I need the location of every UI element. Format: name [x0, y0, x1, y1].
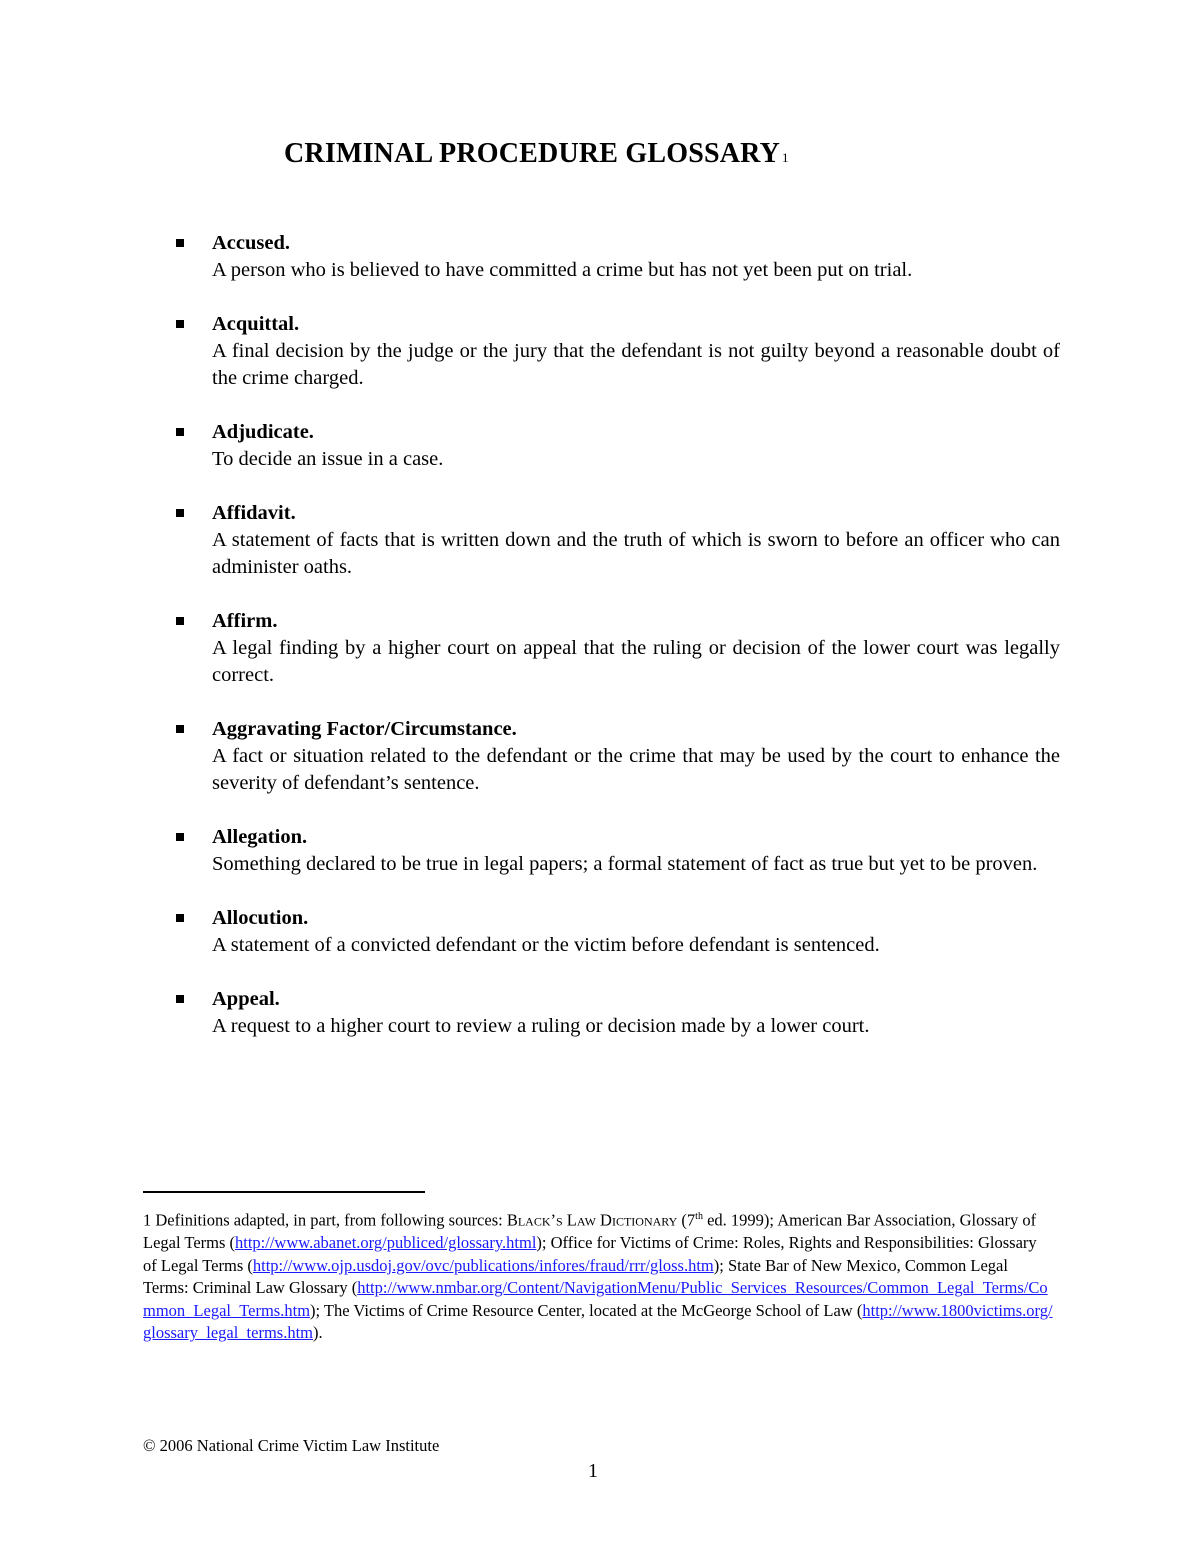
footnote-link-1800victims[interactable]: http://www.1800victims.org/glossary_legal_terms.htm	[143, 1300, 1053, 1343]
glossary-definition: A legal finding by a higher court on appeal that the ruling or decision of the lower court was legally correct.	[212, 637, 1060, 686]
square-bullet-icon	[176, 617, 184, 625]
glossary-term: Appeal.	[212, 988, 280, 1010]
glossary-entry	[176, 824, 1060, 878]
footnote-source-title: Black’s Law Dictionary	[506, 1210, 678, 1230]
glossary-entry	[176, 716, 1060, 797]
glossary-term: Acquittal.	[212, 313, 300, 335]
glossary-definition: A fact or situation related to the defendant or the crime that may be used by the court to enhance the severity of defendant’s sentence.	[212, 745, 1060, 794]
square-bullet-icon	[176, 833, 184, 841]
glossary-definition: A statement of facts that is written down and the truth of which is sworn to before an officer who can administer oaths.	[212, 529, 1060, 578]
glossary-term: Accused.	[212, 232, 291, 254]
footnote-superscript: th	[695, 1211, 703, 1222]
footnote-text: ed. 1999); American Bar Association, Glossary of Legal Terms (	[143, 1210, 1037, 1253]
footnote-link-nmbar[interactable]: http://www.nmbar.org/Content/NavigationMenu/Public_Services_Resources/Common_Legal_Terms/Common_Legal_Terms.htm	[143, 1278, 1048, 1320]
glossary-term: Allegation.	[212, 826, 308, 848]
page-number: 1	[588, 1460, 598, 1482]
footnote	[143, 1206, 1053, 1345]
footnote-text: ).	[313, 1323, 323, 1343]
footnote-text: ); The Victims of Crime Resource Center, located at the McGeorge School of Law (	[310, 1300, 863, 1320]
glossary-definition: A request to a higher court to review a ruling or decision made by a lower court.	[212, 1015, 870, 1037]
footnote-separator	[143, 1191, 425, 1193]
glossary-definition: A final decision by the judge or the jury that the defendant is not guilty beyond a reasonable doubt of the crime charged.	[212, 340, 1060, 389]
glossary-entry	[176, 311, 1060, 392]
glossary-list	[176, 230, 1060, 1067]
glossary-definition: A person who is believed to have committed a crime but has not yet been put on trial.	[212, 259, 913, 281]
glossary-entry	[176, 500, 1060, 581]
square-bullet-icon	[176, 239, 184, 247]
square-bullet-icon	[176, 320, 184, 328]
glossary-entry	[176, 419, 1060, 473]
square-bullet-icon	[176, 914, 184, 922]
title-text: CRIMINAL PROCEDURE GLOSSARY	[284, 138, 781, 169]
glossary-entry	[176, 608, 1060, 689]
glossary-term: Allocution.	[212, 907, 309, 929]
square-bullet-icon	[176, 509, 184, 517]
footnote-text: (7	[677, 1210, 696, 1230]
glossary-entry	[176, 905, 1060, 959]
footnote-link-abanet[interactable]: http://www.abanet.org/publiced/glossary.html	[235, 1233, 537, 1253]
footnote-text: ); Office for Victims of Crime: Roles, Rights and Responsibilities: Glossary of Legal Terms (	[143, 1233, 1037, 1275]
glossary-term: Affirm.	[212, 610, 278, 632]
square-bullet-icon	[176, 725, 184, 733]
title-footnote-marker[interactable]: 1	[782, 150, 789, 165]
square-bullet-icon	[176, 428, 184, 436]
copyright-notice: © 2006 National Crime Victim Law Institute	[143, 1436, 440, 1455]
glossary-entry	[176, 986, 1060, 1040]
glossary-term: Affidavit.	[212, 502, 296, 524]
glossary-term: Aggravating Factor/Circumstance.	[212, 718, 517, 740]
glossary-entry	[176, 230, 1060, 284]
page-title	[284, 138, 789, 170]
square-bullet-icon	[176, 995, 184, 1003]
footnote-link-ojp[interactable]: http://www.ojp.usdoj.gov/ovc/publications/infores/fraud/rrr/gloss.htm	[252, 1255, 714, 1275]
footnote-text: ); State Bar of New Mexico, Common Legal Terms: Criminal Law Glossary (	[143, 1255, 1008, 1298]
footnote-marker: 1	[143, 1210, 152, 1230]
glossary-definition: A statement of a convicted defendant or the victim before defendant is sentenced.	[212, 934, 880, 956]
glossary-definition: To decide an issue in a case.	[212, 448, 444, 470]
footnote-text: Definitions adapted, in part, from following sources:	[151, 1210, 507, 1230]
glossary-term: Adjudicate.	[212, 421, 314, 443]
glossary-definition: Something declared to be true in legal papers; a formal statement of fact as true but yet to be proven.	[212, 853, 1038, 875]
